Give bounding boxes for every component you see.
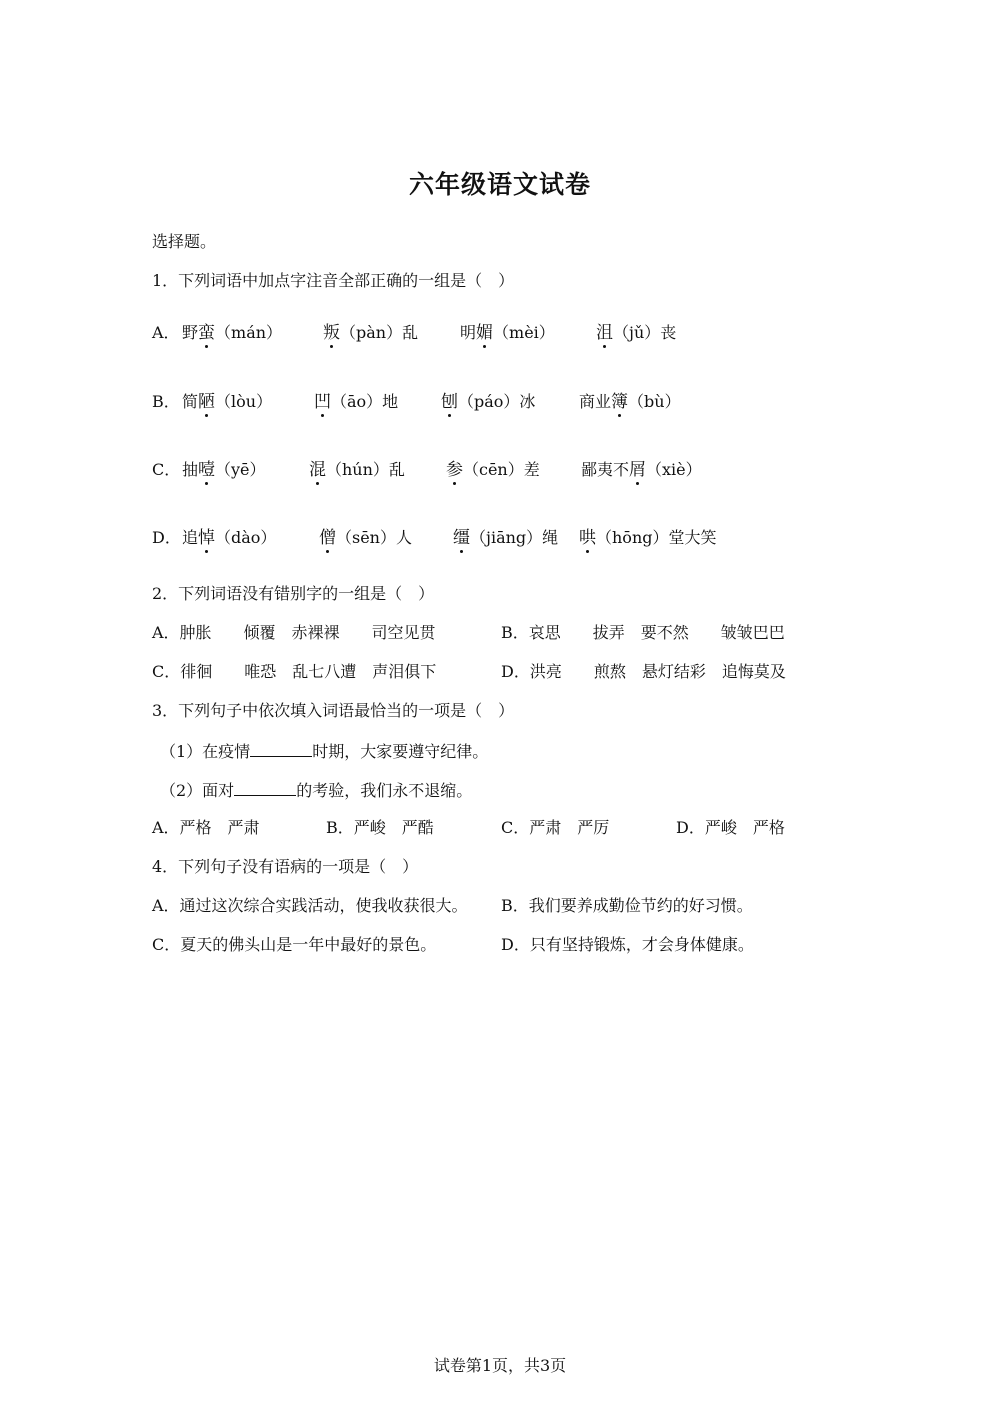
question-4-option-c: C．夏天的佛头山是一年中最好的景色。	[152, 935, 437, 954]
option-item: 明媚（mèi）	[460, 323, 555, 343]
question-3-option-a: A．严格 严肃	[152, 818, 260, 837]
option-item: 参（cēn）差	[446, 460, 540, 480]
option-item: 刨（páo）冰	[441, 392, 536, 412]
question-3-sentence-1: （1）在疫情 时期，大家要遵守纪律。	[160, 742, 489, 761]
option-label: D．	[152, 528, 181, 547]
option-item: 野蛮（mán）	[182, 323, 283, 343]
option-label: C．	[152, 460, 181, 479]
option-item: 抽噎（yē）	[182, 460, 266, 480]
option-item: 混（hún）乱	[309, 460, 405, 480]
question-4-option-d: D．只有坚持锻炼，才会身体健康。	[501, 935, 754, 954]
option-label: A．	[152, 323, 180, 342]
question-4-option-a: A．通过这次综合实践活动，使我收获很大。	[152, 896, 468, 915]
fill-blank	[250, 742, 312, 757]
question-3-option-d: D．严峻 严格	[676, 818, 785, 837]
option-item: 商业簿（bù）	[579, 392, 681, 412]
question-3-option-b: B．严峻 严酷	[326, 818, 434, 837]
question-3-option-c: C．严肃 严厉	[501, 818, 610, 837]
page-title: 六年级语文试卷	[408, 170, 591, 199]
section-heading: 选择题。	[152, 232, 217, 251]
option-item: 僧（sēn）人	[319, 528, 412, 548]
question-3-sentence-2: （2）面对 的考验，我们永不退缩。	[160, 781, 473, 800]
option-item: 沮（jǔ）丧	[596, 323, 677, 343]
question-2-option-d: D．洪亮 煎熬 悬灯结彩 追悔莫及	[501, 662, 786, 681]
option-item: 鄙夷不屑（xiè）	[581, 460, 702, 480]
question-2-stem: 2．下列词语没有错别字的一组是（ ）	[152, 584, 435, 603]
question-4-option-b: B．我们要养成勤俭节约的好习惯。	[501, 896, 753, 915]
question-2-option-b: B．哀思 拔弄 要不然 皱皱巴巴	[501, 623, 785, 642]
question-4-stem: 4．下列句子没有语病的一项是（ ）	[152, 857, 419, 876]
option-label: B．	[152, 392, 180, 411]
option-item: 简陋（lòu）	[182, 392, 273, 412]
option-item: 追悼（dào）	[182, 528, 277, 548]
option-item: 凹（āo）地	[314, 392, 399, 412]
question-3-stem: 3．下列句子中依次填入词语最恰当的一项是（ ）	[152, 701, 515, 720]
option-item: 叛（pàn）乱	[323, 323, 419, 343]
option-item: 缰（jiāng）绳	[453, 528, 559, 548]
option-item: 哄（hōng）堂大笑	[579, 528, 717, 548]
question-1-stem: 1．下列词语中加点字注音全部正确的一组是（ ）	[152, 271, 515, 290]
page-footer: 试卷第1页，共3页	[433, 1356, 567, 1375]
question-2-option-c: C．徘徊 唯恐 乱七八遭 声泪俱下	[152, 662, 437, 681]
fill-blank	[234, 781, 296, 796]
question-2-option-a: A．肿胀 倾覆 赤裸裸 司空见贯	[152, 623, 436, 642]
